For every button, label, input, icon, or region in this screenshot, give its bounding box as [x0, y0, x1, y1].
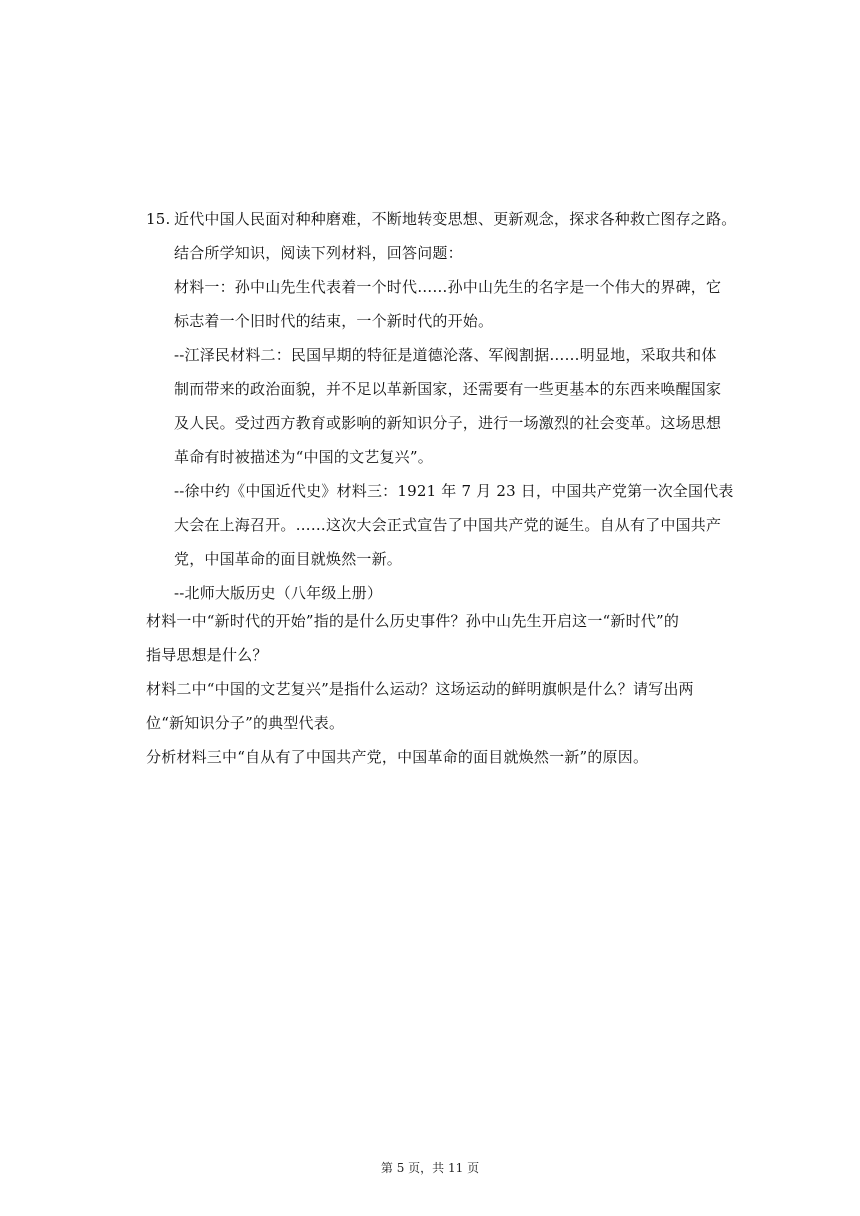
sub-question-line: 材料一中“新时代的开始”指的是什么历史事件？孙中山先生开启这一“新时代”的	[146, 612, 680, 630]
sub-question-line: 材料二中“中国的文艺复兴”是指什么运动？这场运动的鲜明旗帜是什么？请写出两	[146, 680, 694, 698]
material-line: --江泽民材料二：民国早期的特征是道德沦落、军阀割据……明显地，采取共和体	[174, 346, 717, 364]
question-15	[146, 202, 737, 610]
question-stem-line	[146, 202, 737, 236]
material-line: --北师大版历史（八年级上册）	[174, 584, 383, 602]
sub-questions	[146, 604, 746, 774]
material-line: 党，中国革命的面目就焕然一新。	[174, 550, 403, 568]
material-line: 及人民。受过西方教育或影响的新知识分子，进行一场激烈的社会变革。这场思想	[174, 414, 722, 432]
question-stem: 近代中国人民面对种种磨难，不断地转变思想、更新观念，探求各种救亡图存之路。	[174, 210, 737, 228]
material-line: 革命有时被描述为“中国的文艺复兴”。	[174, 448, 433, 466]
sub-question-line: 指导思想是什么？	[146, 646, 268, 664]
material-line: --徐中约《中国近代史》材料三：1921 年 7 月 23 日，中国共产党第一次全国代表	[174, 482, 734, 500]
question-number: 15.	[146, 210, 171, 228]
material-line: 标志着一个旧时代的结束，一个新时代的开始。	[174, 312, 494, 330]
sub-question-line: 位“新知识分子”的典型代表。	[146, 714, 345, 732]
question-instruction: 结合所学知识，阅读下列材料，回答问题：	[174, 244, 463, 262]
page-footer: 第 5 页，共 11 页	[380, 1161, 480, 1175]
material-line: 材料一：孙中山先生代表着一个时代……孙中山先生的名字是一个伟大的界碑，它	[174, 278, 722, 296]
material-line: 制而带来的政治面貌，并不足以革新国家，还需要有一些更基本的东西来唤醒国家	[174, 380, 722, 398]
material-line: 大会在上海召开。……这次大会正式宣告了中国共产党的诞生。自从有了中国共产	[174, 516, 722, 534]
sub-question-line: 分析材料三中“自从有了中国共产党，中国革命的面目就焕然一新”的原因。	[146, 748, 649, 766]
